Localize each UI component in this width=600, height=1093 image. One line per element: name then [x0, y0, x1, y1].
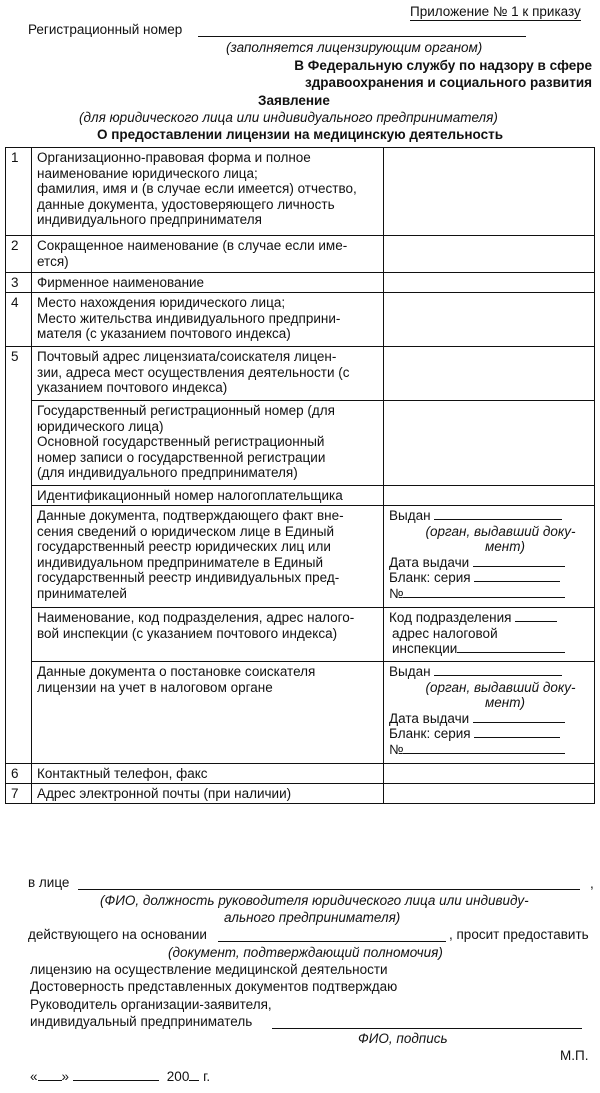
- signature-note: ФИО, подпись: [358, 1031, 448, 1046]
- table-row: [6, 293, 595, 347]
- head-label-2: индивидуальный предприниматель: [30, 1014, 253, 1029]
- license-text: лицензию на осуществление медицинской деятельности: [30, 962, 388, 977]
- application-subject: О предоставлении лицензии на медицинскую деятельность: [97, 127, 504, 142]
- registration-number-field[interactable]: [384, 401, 595, 486]
- table-row: [6, 273, 595, 293]
- addressee-line-1: В Федеральную службу по надзору в сфере: [294, 58, 592, 73]
- row-number: 1: [6, 148, 32, 236]
- phone-label: Контактный телефон, факс: [32, 764, 384, 784]
- issued-by-line[interactable]: [434, 508, 562, 520]
- table-row: [6, 148, 595, 236]
- in-person-label: в лице: [28, 875, 70, 890]
- short-name-field[interactable]: [384, 236, 595, 273]
- acting-label: действующего на основании: [28, 927, 207, 942]
- issued-by-line[interactable]: [434, 664, 562, 676]
- legal-form-label: Организационно-правовая форма и полное наименование юридического лица; фамилия, имя и (в случае если имеется) отчество, данные документа, удостоверяющего личность индивидуального предпринимателя: [32, 148, 384, 236]
- registration-label: Регистрационный номер: [28, 22, 183, 37]
- blank-number-line[interactable]: [403, 742, 565, 754]
- short-name-label: Сокращенное наименование (в случае если име- ется): [32, 236, 384, 273]
- document-title: Заявление: [258, 93, 330, 108]
- appendix-note: Приложение № 1 к приказу: [410, 4, 581, 19]
- basis-document-line[interactable]: [218, 941, 446, 942]
- row-number: 5: [6, 347, 32, 764]
- legal-form-field[interactable]: [384, 148, 595, 236]
- row-number: 4: [6, 293, 32, 347]
- table-row: [6, 784, 595, 804]
- email-label: Адрес электронной почты (при наличии): [32, 784, 384, 804]
- fio-note-2: ального предпринимателя): [224, 910, 401, 925]
- table-row: [6, 764, 595, 784]
- confirm-text: Достоверность представленных документов подтверждаю: [30, 979, 398, 994]
- phone-field[interactable]: [384, 764, 595, 784]
- row-number: 6: [6, 764, 32, 784]
- egrul-document-label: Данные документа, подтверждающего факт вне- сения сведений о юридическом лице в Единый государственный реестр юридических лиц или индивидуальном предпринимателе в Единый государственный реестр индивидуальных пред- принимателей: [32, 506, 384, 608]
- department-code-line[interactable]: [515, 610, 557, 622]
- postal-address-field[interactable]: [384, 347, 595, 401]
- row-number: 7: [6, 784, 32, 804]
- tax-office-label: Наименование, код подразделения, адрес налого- вой инспекции (с указанием почтового индекса): [32, 608, 384, 662]
- registration-number-label: Государственный регистрационный номер (для юридического лица) Основной государственный регистрационный номер записи о государственной регистрации (для индивидуального предпринимателя): [32, 401, 384, 486]
- fio-note-1: (ФИО, должность руководителя юридического лица или индивиду-: [100, 893, 529, 908]
- seal-label: М.П.: [560, 1048, 589, 1063]
- location-label: Место нахождения юридического лица; Место жительства индивидуального предприни- мателя (с указанием почтового индекса): [32, 293, 384, 347]
- tax-office-address-line[interactable]: [457, 641, 565, 653]
- blank-series-line[interactable]: [474, 726, 560, 738]
- head-label-1: Руководитель организации-заявителя,: [30, 997, 272, 1012]
- addressee-line-2: здравоохранения и социального развития: [305, 75, 592, 90]
- year-line[interactable]: [189, 1069, 199, 1081]
- table-row: [6, 236, 595, 273]
- brand-name-field[interactable]: [384, 273, 595, 293]
- tax-office-field[interactable]: Код подразделения адрес налоговой инспекции: [384, 608, 595, 662]
- brand-name-label: Фирменное наименование: [32, 273, 384, 293]
- basis-note: (документ, подтверждающий полномочия): [168, 945, 443, 960]
- date-block: « » 200 г.: [30, 1069, 211, 1084]
- egrul-document-field[interactable]: Выдан (орган, выдавший доку- мент) Дата выдачи Бланк: серия №: [384, 506, 595, 608]
- application-table: [5, 147, 595, 804]
- requests-label: , просит предоставить: [449, 927, 589, 942]
- table-row: [6, 347, 595, 401]
- issue-date-line[interactable]: [473, 555, 565, 567]
- representative-line[interactable]: [78, 889, 580, 890]
- day-line[interactable]: [38, 1069, 62, 1081]
- registration-note: (заполняется лицензирующим органом): [226, 40, 483, 55]
- applicant-note: (для юридического лица или индивидуального предпринимателя): [79, 110, 498, 125]
- taxpayer-id-label: Идентификационный номер налогоплательщика: [32, 486, 384, 506]
- table-row: [6, 401, 595, 486]
- comma: ,: [590, 876, 594, 891]
- table-row: [6, 608, 595, 662]
- postal-address-label: Почтовый адрес лицензиата/соискателя лицен- зии, адреса мест осуществления деятельности (с указанием почтового индекса): [32, 347, 384, 401]
- email-field[interactable]: [384, 784, 595, 804]
- table-row: [6, 506, 595, 608]
- tax-registration-label: Данные документа о постановке соискателя лицензии на учет в налоговом органе: [32, 662, 384, 764]
- issue-date-line[interactable]: [473, 711, 565, 723]
- row-number: 2: [6, 236, 32, 273]
- taxpayer-id-field[interactable]: [384, 486, 595, 506]
- month-line[interactable]: [73, 1069, 159, 1081]
- location-field[interactable]: [384, 293, 595, 347]
- blank-series-line[interactable]: [474, 570, 560, 582]
- row-number: 3: [6, 273, 32, 293]
- blank-number-line[interactable]: [403, 586, 565, 598]
- signature-line[interactable]: [272, 1028, 582, 1029]
- table-row: [6, 662, 595, 764]
- tax-registration-field[interactable]: Выдан (орган, выдавший доку- мент) Дата выдачи Бланк: серия №: [384, 662, 595, 764]
- registration-number-line[interactable]: [198, 36, 526, 37]
- table-row: [6, 486, 595, 506]
